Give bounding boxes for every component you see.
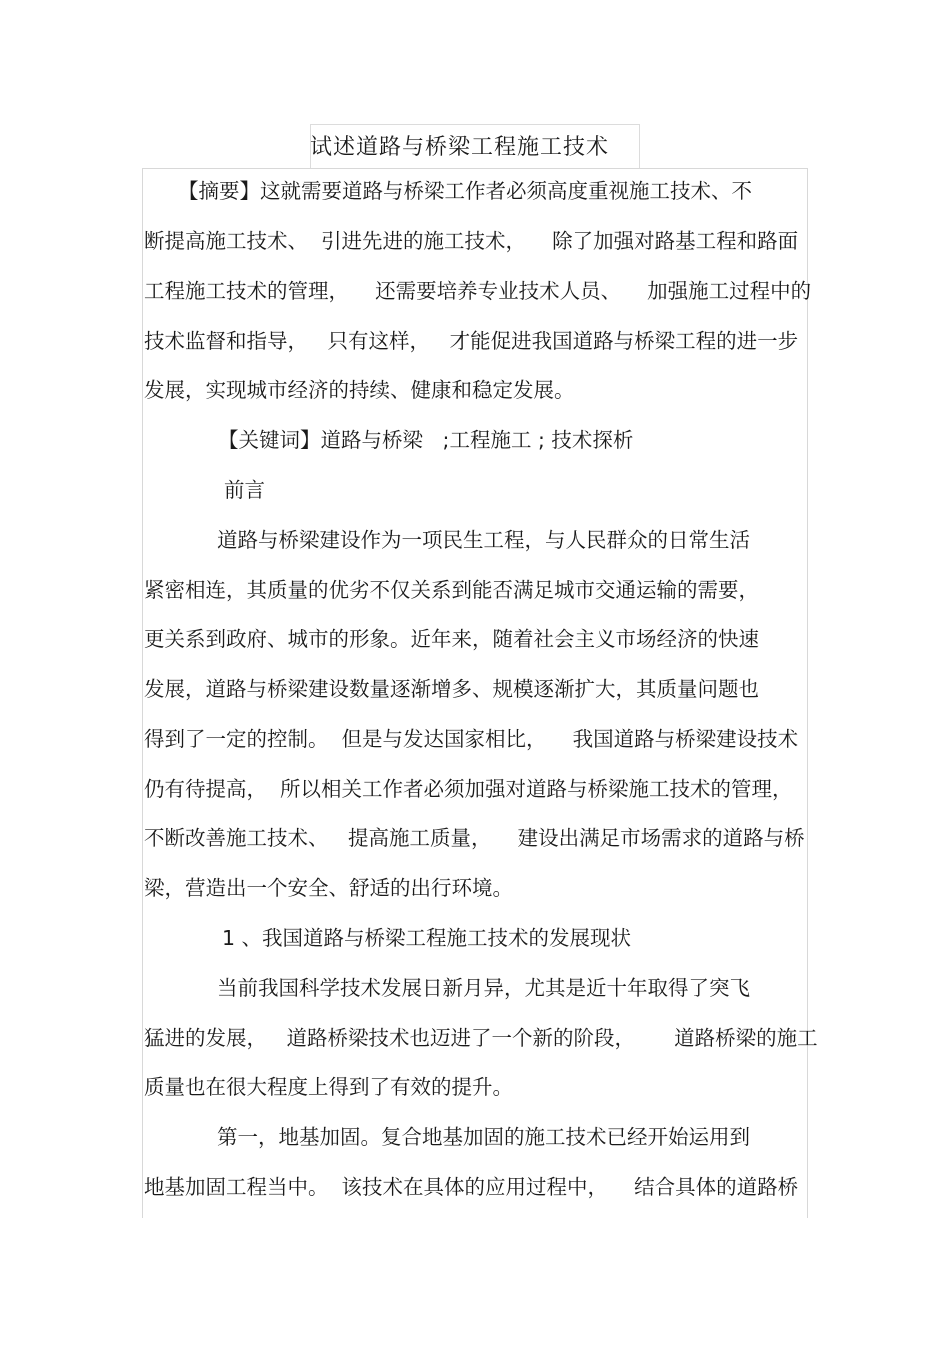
section-1-line-3: 质量也在很大程度上得到了有效的提升。 xyxy=(144,1075,513,1099)
abstract-line-4: 技术监督和指导， 只有这样， 才能促进我国道路与桥梁工程的进一步 xyxy=(144,329,799,353)
abstract-line-1: 【摘要】这就需要道路与桥梁工作者必须高度重视施工技术、不 xyxy=(178,179,752,203)
preface-line-3: 更关系到政府、城市的形象。近年来，随着社会主义市场经济的快速 xyxy=(144,627,759,651)
document-title: 试述道路与桥梁工程施工技术 xyxy=(310,135,610,160)
preface-line-7: 不断改善施工技术、 提高施工质量， 建设出满足市场需求的道路与桥 xyxy=(144,826,805,850)
section-1-heading: 1 、我国道路与桥梁工程施工技术的发展现状 xyxy=(222,926,632,950)
section-1-line-2: 猛进的发展， 道路桥梁技术也迈进了一个新的阶段， 道路桥梁的施工 xyxy=(144,1026,818,1050)
preface-line-4: 发展，道路与桥梁建设数量逐渐增多、规模逐渐扩大，其质量问题也 xyxy=(144,677,759,701)
section-1-line-1: 当前我国科学技术发展日新月异，尤其是近十年取得了突飞 xyxy=(217,976,750,1000)
foundation-line-1: 第一，地基加固。复合地基加固的施工技术已经开始运用到 xyxy=(217,1125,750,1149)
preface-line-5: 得到了一定的控制。 但是与发达国家相比， 我国道路与桥梁建设技术 xyxy=(144,727,799,751)
preface-line-2: 紧密相连，其质量的优劣不仅关系到能否满足城市交通运输的需要， xyxy=(144,578,759,602)
foundation-line-2: 地基加固工程当中。 该技术在具体的应用过程中， 结合具体的道路桥 xyxy=(144,1175,799,1199)
abstract-line-5: 发展，实现城市经济的持续、健康和稳定发展。 xyxy=(144,378,575,402)
preface-line-6: 仍有待提高， 所以相关工作者必须加强对道路与桥梁施工技术的管理， xyxy=(144,777,793,801)
abstract-line-2: 断提高施工技术、 引进先进的施工技术， 除了加强对路基工程和路面 xyxy=(144,229,799,253)
abstract-line-3: 工程施工技术的管理， 还需要培养专业技术人员、 加强施工过程中的 xyxy=(144,279,812,303)
keywords-line: 【关键词】道路与桥梁 ;工程施工 ; 技术探析 xyxy=(218,428,634,452)
preface-heading: 前言 xyxy=(224,478,265,502)
preface-line-8: 梁，营造出一个安全、舒适的出行环境。 xyxy=(144,876,513,900)
preface-line-1: 道路与桥梁建设作为一项民生工程，与人民群众的日常生活 xyxy=(217,528,750,552)
